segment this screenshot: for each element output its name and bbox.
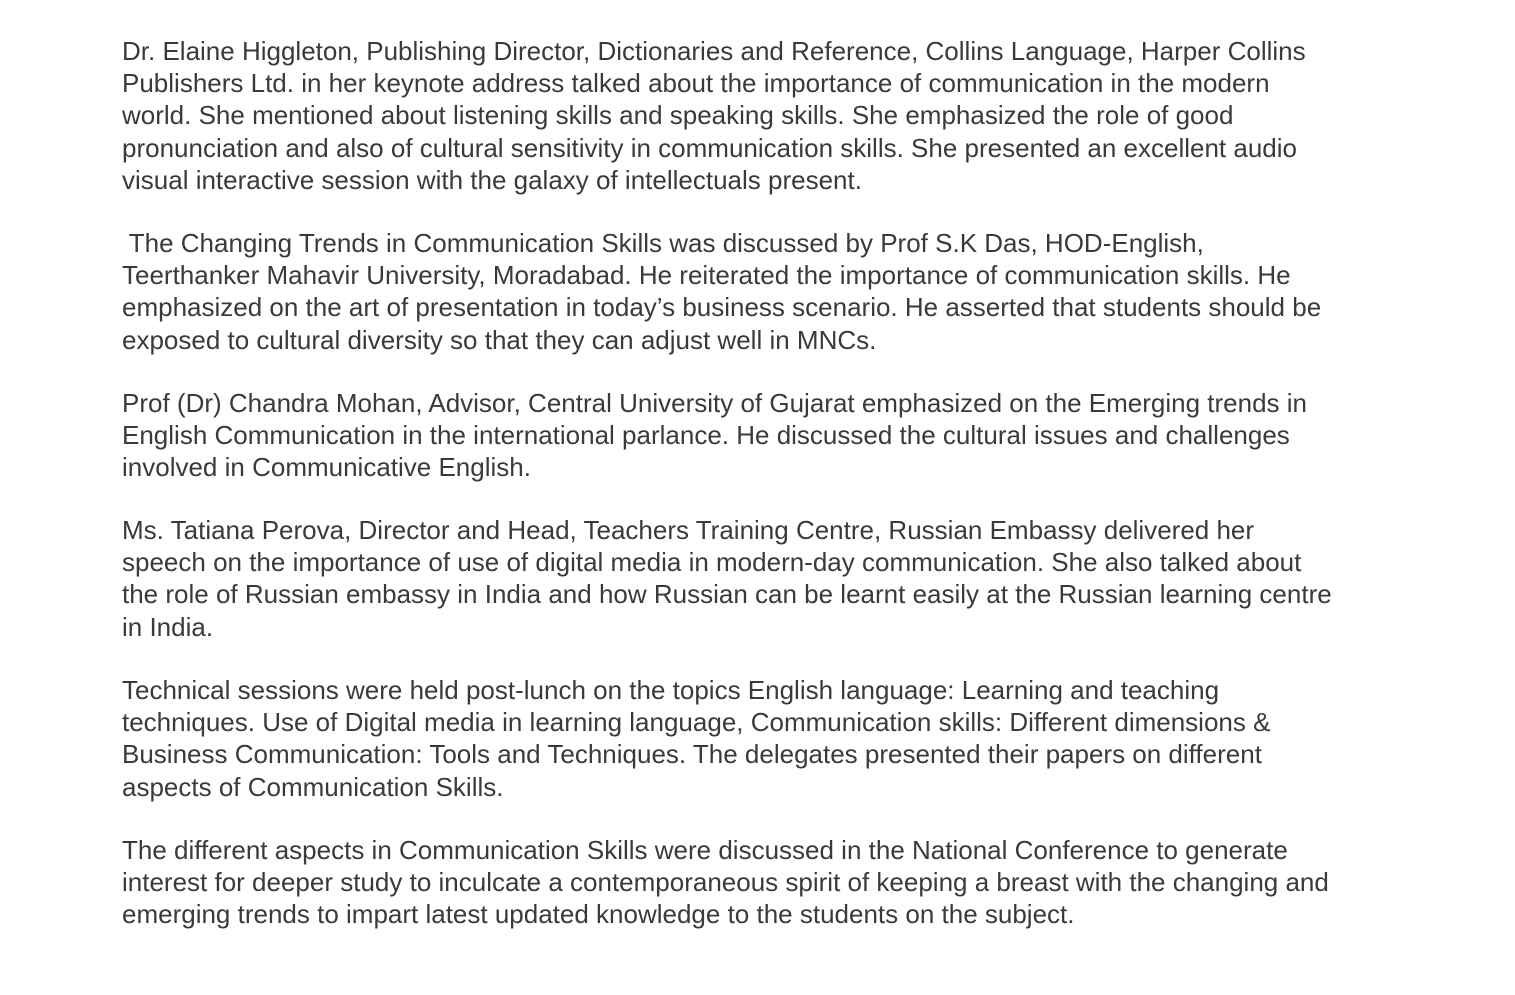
text-line: exposed to cultural diversity so that they can adjust well in MNCs. [122,324,877,355]
text-line: speech on the importance of use of digital media in modern-day communication. She also talked about [122,547,1302,578]
text-line: world. She mentioned about listening skills and speaking skills. She emphasized the role of good [122,100,1234,131]
paragraph-keynote-address [122,35,1462,196]
text-line: Prof (Dr) Chandra Mohan, Advisor, Central University of Gujarat emphasized on the Emerging trends in [122,388,1307,418]
text-line: English Communication in the international parlance. He discussed the cultural issues and challenges [122,420,1290,451]
paragraph-russian-embassy [122,514,1462,643]
paragraph-technical-sessions [122,674,1462,803]
paragraph-emerging-trends [122,387,1462,484]
text-line: techniques. Use of Digital media in learning language, Communication skills: Different dimensions & [122,707,1271,738]
text-line: visual interactive session with the galaxy of intellectuals present. [122,164,862,195]
text-line: The Changing Trends in Communication Skills was discussed by Prof S.K Das, HOD-English, [122,228,1204,258]
paragraph-conclusion [122,834,1462,931]
text-line: Technical sessions were held post-lunch on the topics English language: Learning and teaching [122,675,1220,705]
text-line: interest for deeper study to inculcate a contemporaneous spirit of keeping a breast with the changing and [122,867,1329,898]
text-line: Publishers Ltd. in her keynote address talked about the importance of communication in the modern [122,68,1270,99]
text-line: Ms. Tatiana Perova, Director and Head, Teachers Training Centre, Russian Embassy delivered her [122,515,1255,545]
text-line: Business Communication: Tools and Techniques. The delegates presented their papers on different [122,739,1262,770]
paragraph-changing-trends [122,227,1462,356]
text-line: involved in Communicative English. [122,452,531,483]
text-line: Dr. Elaine Higgleton, Publishing Director, Dictionaries and Reference, Collins Language, Harper Collins [122,36,1306,66]
text-line: pronunciation and also of cultural sensitivity in communication skills. She presented an excellent audio [122,132,1297,163]
text-line: emphasized on the art of presentation in today’s business scenario. He asserted that students should be [122,292,1322,323]
text-line: in India. [122,611,214,642]
text-line: aspects of Communication Skills. [122,771,504,802]
text-line: the role of Russian embassy in India and how Russian can be learnt easily at the Russian learning centre [122,579,1332,610]
text-line: The different aspects in Communication Skills were discussed in the National Conference to generate [122,835,1288,865]
text-line: emerging trends to impart latest updated knowledge to the students on the subject. [122,899,1075,930]
text-line: Teerthanker Mahavir University, Moradabad. He reiterated the importance of communication skills. He [122,260,1291,291]
